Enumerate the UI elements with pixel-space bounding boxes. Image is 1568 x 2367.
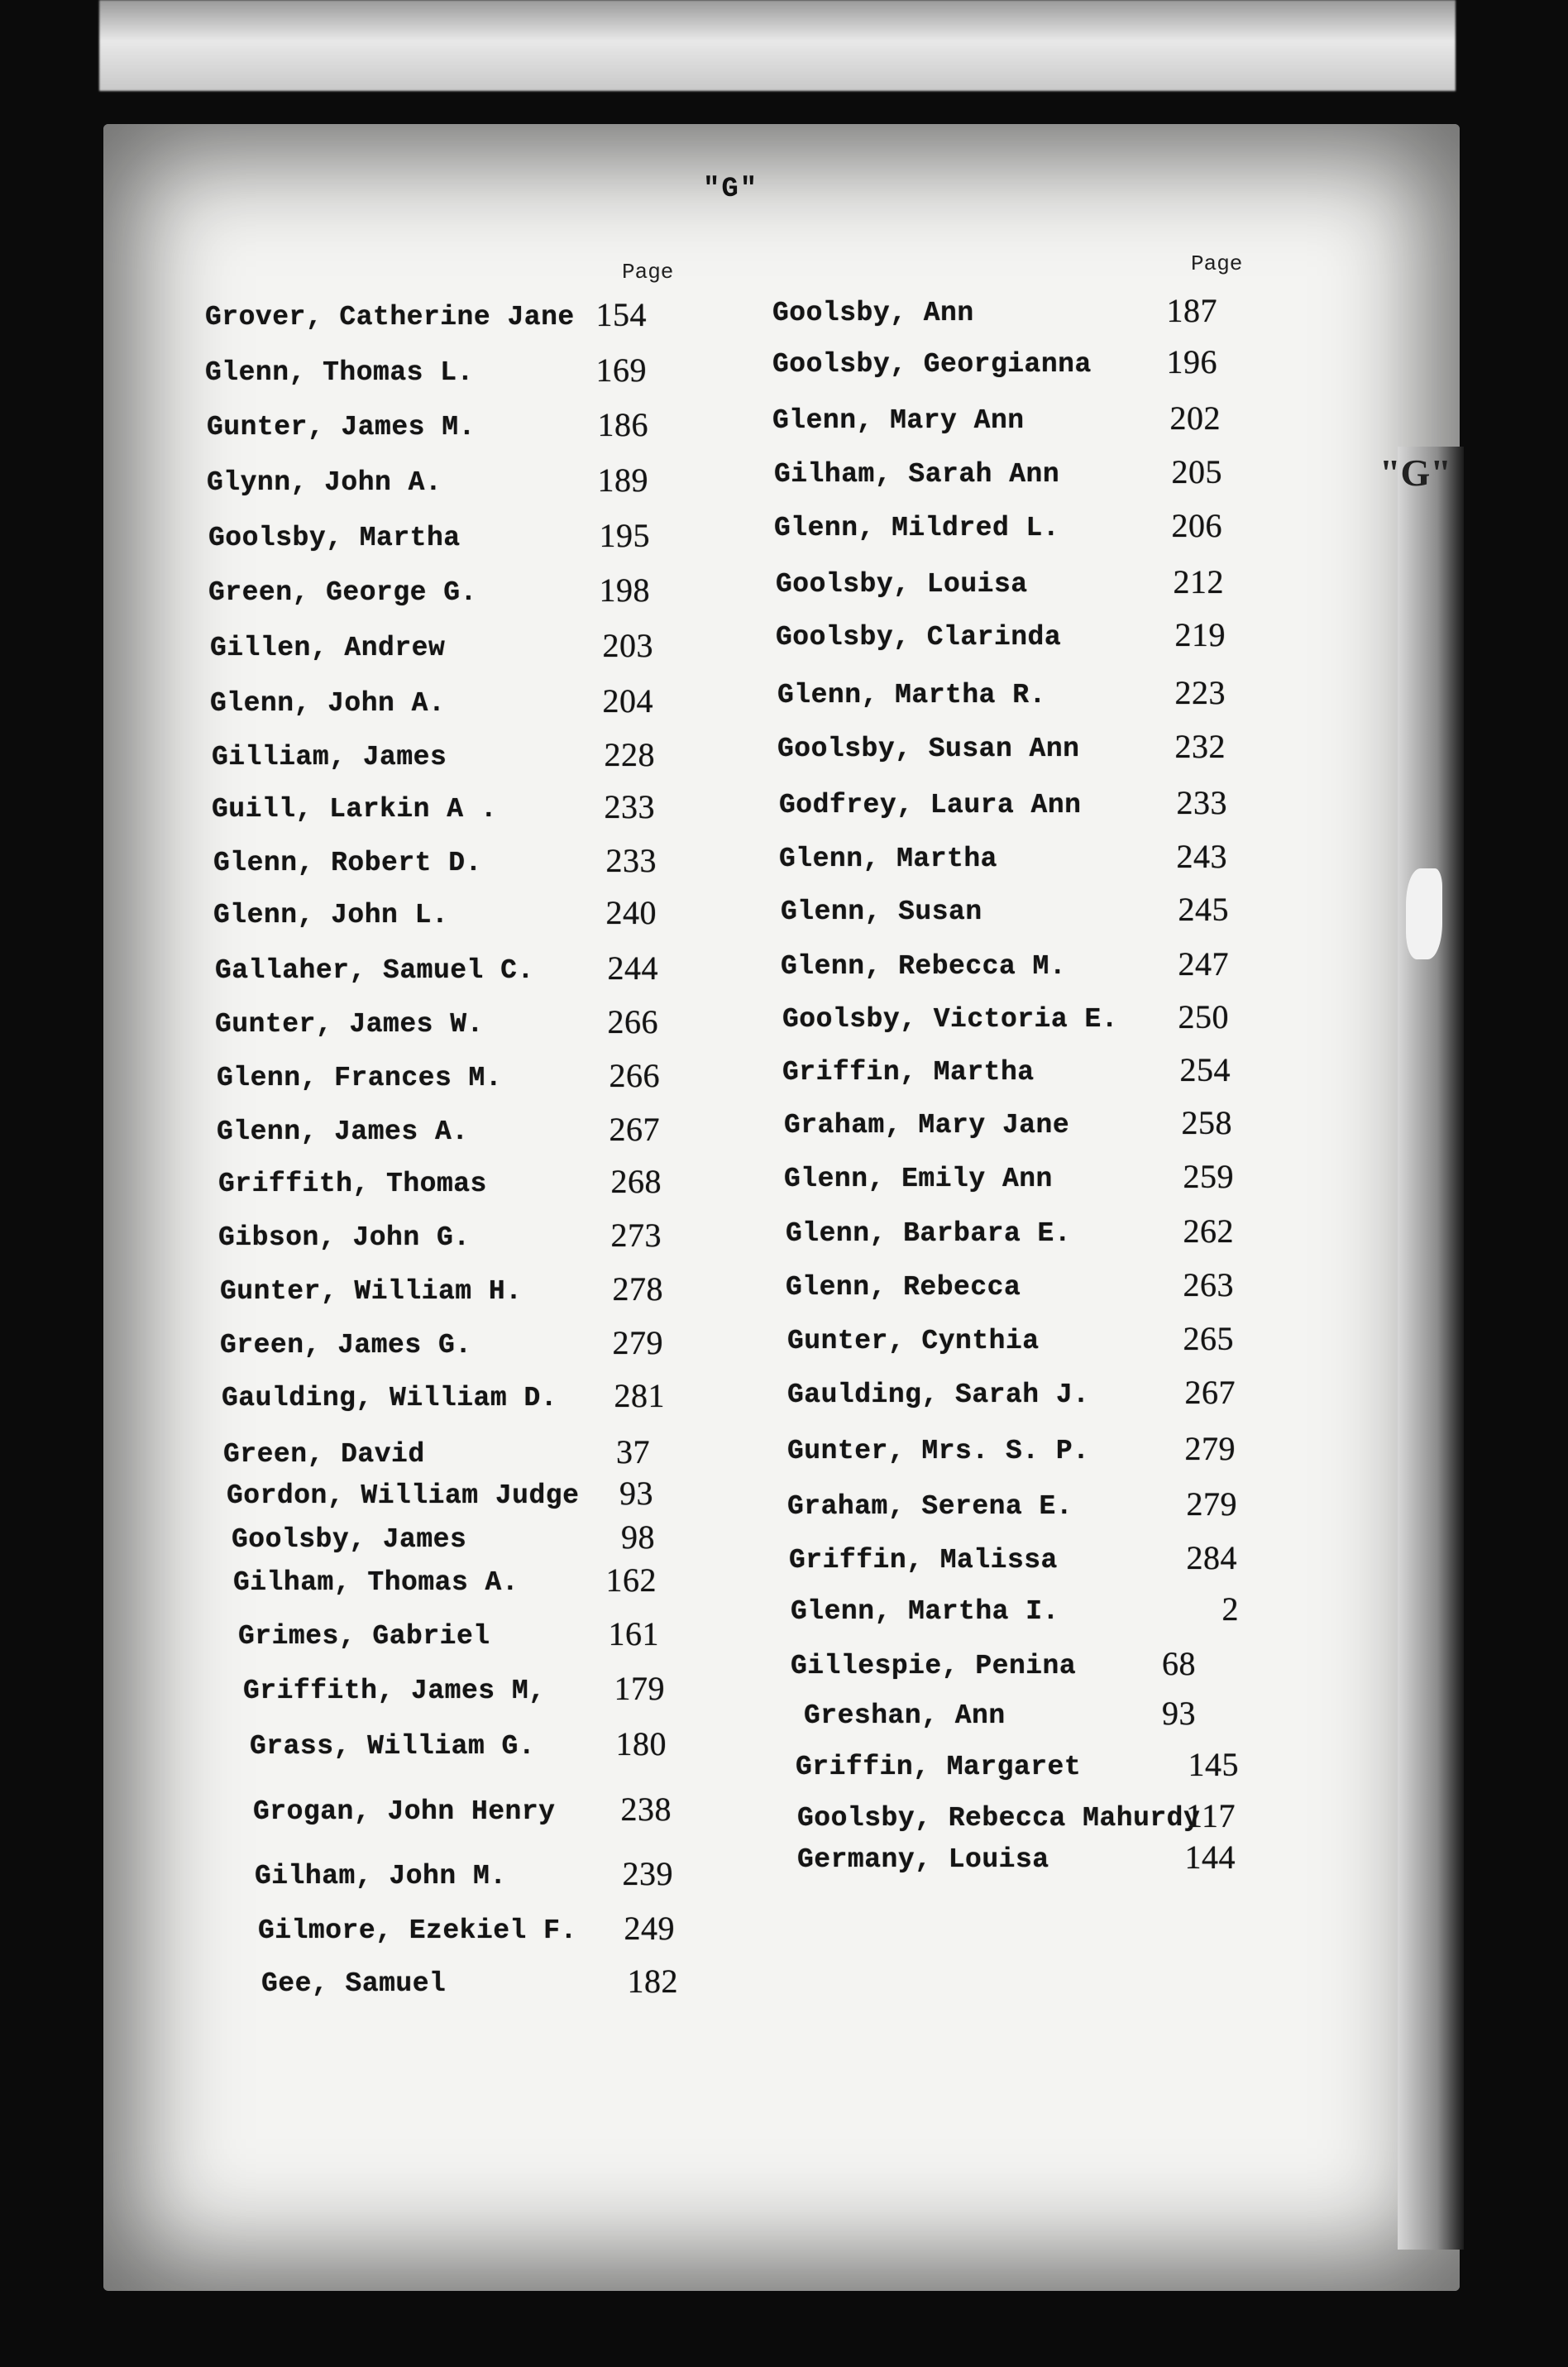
- left_column-entry-name: Green, George G.: [208, 577, 477, 608]
- left_column-entry-name: Gibson, John G.: [218, 1222, 471, 1253]
- side-tab-label: "G": [1379, 452, 1451, 494]
- right_column-entry-page: 223: [1174, 674, 1226, 711]
- left_column-entry-page: 186: [597, 406, 648, 443]
- right_column-entry-name: Griffin, Margaret: [796, 1752, 1082, 1782]
- right_column-entry-page: 206: [1171, 507, 1222, 544]
- right_column-entry-page: 144: [1184, 1839, 1236, 1876]
- right_column-entry-name: Goolsby, Susan Ann: [777, 734, 1080, 764]
- right_column-entry-name: Gunter, Cynthia: [787, 1326, 1040, 1356]
- left_column-entry-name: Gillen, Andrew: [210, 633, 446, 663]
- left_column-entry-page: 162: [605, 1561, 657, 1599]
- right_column-entry-name: Goolsby, Rebecca Mahurdy: [797, 1803, 1201, 1834]
- left_column-entry-page: 37: [616, 1433, 650, 1470]
- right_column-entry-page: 196: [1166, 343, 1217, 380]
- right_column-entry-page: 232: [1174, 728, 1226, 765]
- right_column-entry-name: Godfrey, Laura Ann: [779, 790, 1082, 820]
- left_column-entry-page: 281: [614, 1377, 665, 1414]
- left_column-entry-page: 204: [602, 682, 653, 720]
- right_column-entry-page: 93: [1162, 1695, 1196, 1732]
- left_column-entry-page: 266: [609, 1057, 660, 1094]
- left_column-entry-name: Griffith, Thomas: [218, 1169, 487, 1199]
- left_column-entry-name: Griffith, James M,: [243, 1676, 546, 1706]
- left_column-entry-name: Glenn, John A.: [210, 688, 446, 719]
- left_column-entry-name: Gunter, James M.: [207, 412, 476, 442]
- right_column-entry-page: 243: [1176, 838, 1227, 875]
- right_column-entry-name: Griffin, Malissa: [789, 1545, 1058, 1576]
- right_column-entry-page: 279: [1184, 1430, 1236, 1467]
- side-tab-notch: [1406, 868, 1442, 959]
- right-page-header: Page: [1191, 251, 1243, 276]
- right_column-entry-name: Glenn, Rebecca: [786, 1272, 1021, 1303]
- left_column-entry-page: 161: [608, 1615, 659, 1652]
- left_column-entry-name: Glenn, John L.: [213, 900, 449, 930]
- left_column-entry-page: 267: [609, 1111, 660, 1148]
- left_column-entry-name: Goolsby, James: [232, 1524, 467, 1555]
- left_column-entry-name: Gilham, John M.: [255, 1861, 507, 1891]
- left_column-entry-name: Glenn, Robert D.: [213, 848, 482, 878]
- left_column-entry-page: 98: [621, 1518, 655, 1556]
- right_column-entry-name: Greshan, Ann: [804, 1700, 1006, 1731]
- left_column-entry-page: 268: [610, 1163, 662, 1200]
- left_column-entry-name: Grimes, Gabriel: [238, 1621, 490, 1652]
- left_column-entry-name: Glenn, Frances M.: [217, 1063, 503, 1093]
- right_column-entry-name: Glenn, Mary Ann: [772, 405, 1025, 436]
- right_column-entry-name: Goolsby, Victoria E.: [782, 1004, 1119, 1035]
- left_column-entry-name: Green, David: [223, 1439, 425, 1470]
- left_column-entry-page: 228: [604, 736, 655, 773]
- left_column-entry-name: Green, James G.: [220, 1330, 472, 1360]
- right_column-entry-name: Glenn, Rebecca M.: [781, 951, 1067, 982]
- right_column-entry-name: Goolsby, Ann: [772, 298, 974, 328]
- left_column-entry-page: 239: [622, 1855, 673, 1892]
- right_column-entry-page: 205: [1171, 453, 1222, 490]
- left_column-entry-page: 154: [595, 296, 647, 333]
- right_column-entry-name: Goolsby, Georgianna: [772, 349, 1092, 380]
- left_column-entry-name: Gilham, Thomas A.: [233, 1567, 519, 1598]
- left_column-entry-page: 198: [599, 571, 650, 609]
- left_column-entry-page: 93: [619, 1475, 653, 1512]
- right_column-entry-page: 212: [1173, 563, 1224, 600]
- right_column-entry-page: 258: [1181, 1104, 1232, 1141]
- left_column-entry-page: 266: [607, 1003, 658, 1040]
- right_column-entry-page: 263: [1183, 1266, 1234, 1303]
- right_column-entry-name: Gunter, Mrs. S. P.: [787, 1436, 1090, 1466]
- left_column-entry-page: 169: [595, 351, 647, 389]
- right_column-entry-page: 250: [1178, 998, 1229, 1035]
- left_column-entry-name: Gee, Samuel: [261, 1968, 447, 1999]
- right_column-entry-page: 254: [1179, 1051, 1231, 1088]
- left_column-entry-page: 189: [597, 461, 648, 499]
- right_column-entry-page: 284: [1186, 1539, 1237, 1576]
- right_column-entry-page: 145: [1188, 1746, 1239, 1783]
- left_column-entry-page: 249: [624, 1910, 675, 1947]
- right_column-entry-page: 245: [1178, 891, 1229, 928]
- right_column-entry-name: Glenn, Emily Ann: [784, 1164, 1053, 1194]
- right_column-entry-page: 117: [1185, 1797, 1236, 1834]
- right_column-entry-name: Gillespie, Penina: [791, 1651, 1077, 1681]
- left_column-entry-page: 238: [620, 1791, 672, 1828]
- side-tab: [1398, 447, 1464, 2250]
- letter-heading: "G": [703, 174, 759, 205]
- left_column-entry-name: Gaulding, William D.: [222, 1383, 558, 1413]
- right_column-entry-page: 279: [1186, 1485, 1237, 1523]
- right_column-entry-page: 265: [1183, 1320, 1234, 1357]
- right_column-entry-page: 187: [1166, 292, 1217, 329]
- right_column-entry-page: 68: [1162, 1645, 1196, 1682]
- left_column-entry-page: 278: [612, 1270, 663, 1308]
- left_column-entry-page: 180: [615, 1725, 667, 1762]
- left_column-entry-name: Gallaher, Samuel C.: [215, 955, 534, 986]
- right_column-entry-name: Glenn, Barbara E.: [786, 1218, 1072, 1249]
- left_column-entry-name: Glynn, John A.: [207, 467, 442, 498]
- right_column-entry-name: Germany, Louisa: [797, 1844, 1049, 1875]
- left_column-entry-name: Guill, Larkin A .: [212, 794, 498, 825]
- left_column-entry-page: 233: [604, 788, 655, 825]
- right_column-entry-name: Gilham, Sarah Ann: [774, 459, 1060, 490]
- left_column-entry-name: Gilliam, James: [212, 742, 447, 772]
- left_column-entry-name: Grover, Catherine Jane: [205, 302, 575, 332]
- right_column-entry-name: Graham, Mary Jane: [784, 1110, 1070, 1140]
- left_column-entry-name: Gordon, William Judge: [227, 1480, 580, 1511]
- right_column-entry-page: 202: [1169, 399, 1221, 437]
- top-strip: [99, 0, 1456, 91]
- right_column-entry-name: Glenn, Mildred L.: [774, 513, 1060, 543]
- right_column-entry-page: 259: [1183, 1158, 1234, 1195]
- left_column-entry-page: 203: [602, 627, 653, 664]
- right_column-entry-page: 2: [1221, 1590, 1239, 1628]
- right_column-entry-name: Griffin, Martha: [782, 1057, 1035, 1088]
- left_column-entry-name: Glenn, James A.: [217, 1117, 469, 1147]
- right_column-entry-name: Glenn, Susan: [781, 897, 982, 927]
- left_column-entry-name: Gilmore, Ezekiel F.: [258, 1915, 577, 1946]
- right_column-entry-name: Gaulding, Sarah J.: [787, 1380, 1090, 1410]
- index-page: [103, 124, 1460, 2291]
- left_column-entry-name: Glenn, Thomas L.: [205, 357, 474, 388]
- left_column-entry-name: Gunter, William H.: [220, 1276, 523, 1307]
- left_column-entry-page: 244: [607, 949, 658, 987]
- right_column-entry-name: Graham, Serena E.: [787, 1491, 1073, 1522]
- right_column-entry-page: 233: [1176, 784, 1227, 821]
- left_column-entry-page: 182: [627, 1963, 678, 2000]
- right_column-entry-page: 262: [1183, 1212, 1234, 1250]
- right_column-entry-name: Goolsby, Clarinda: [776, 622, 1062, 653]
- left_column-entry-page: 279: [612, 1324, 663, 1361]
- left_column-entry-page: 240: [605, 894, 657, 931]
- left-page-header: Page: [622, 260, 674, 285]
- left_column-entry-page: 195: [599, 517, 650, 554]
- left_column-entry-name: Gunter, James W.: [215, 1009, 484, 1040]
- right_column-entry-name: Glenn, Martha: [779, 844, 997, 874]
- right_column-entry-name: Glenn, Martha I.: [791, 1596, 1059, 1627]
- left_column-entry-page: 233: [605, 842, 657, 879]
- left_column-entry-name: Goolsby, Martha: [208, 523, 461, 553]
- right_column-entry-page: 219: [1174, 616, 1226, 653]
- left_column-entry-name: Grass, William G.: [250, 1731, 536, 1762]
- left_column-entry-page: 179: [614, 1670, 665, 1707]
- right_column-entry-page: 247: [1178, 945, 1229, 983]
- left_column-entry-name: Grogan, John Henry: [253, 1796, 556, 1827]
- left_column-entry-page: 273: [610, 1217, 662, 1254]
- right_column-entry-page: 267: [1184, 1374, 1236, 1411]
- right_column-entry-name: Glenn, Martha R.: [777, 680, 1046, 710]
- right_column-entry-name: Goolsby, Louisa: [776, 569, 1028, 600]
